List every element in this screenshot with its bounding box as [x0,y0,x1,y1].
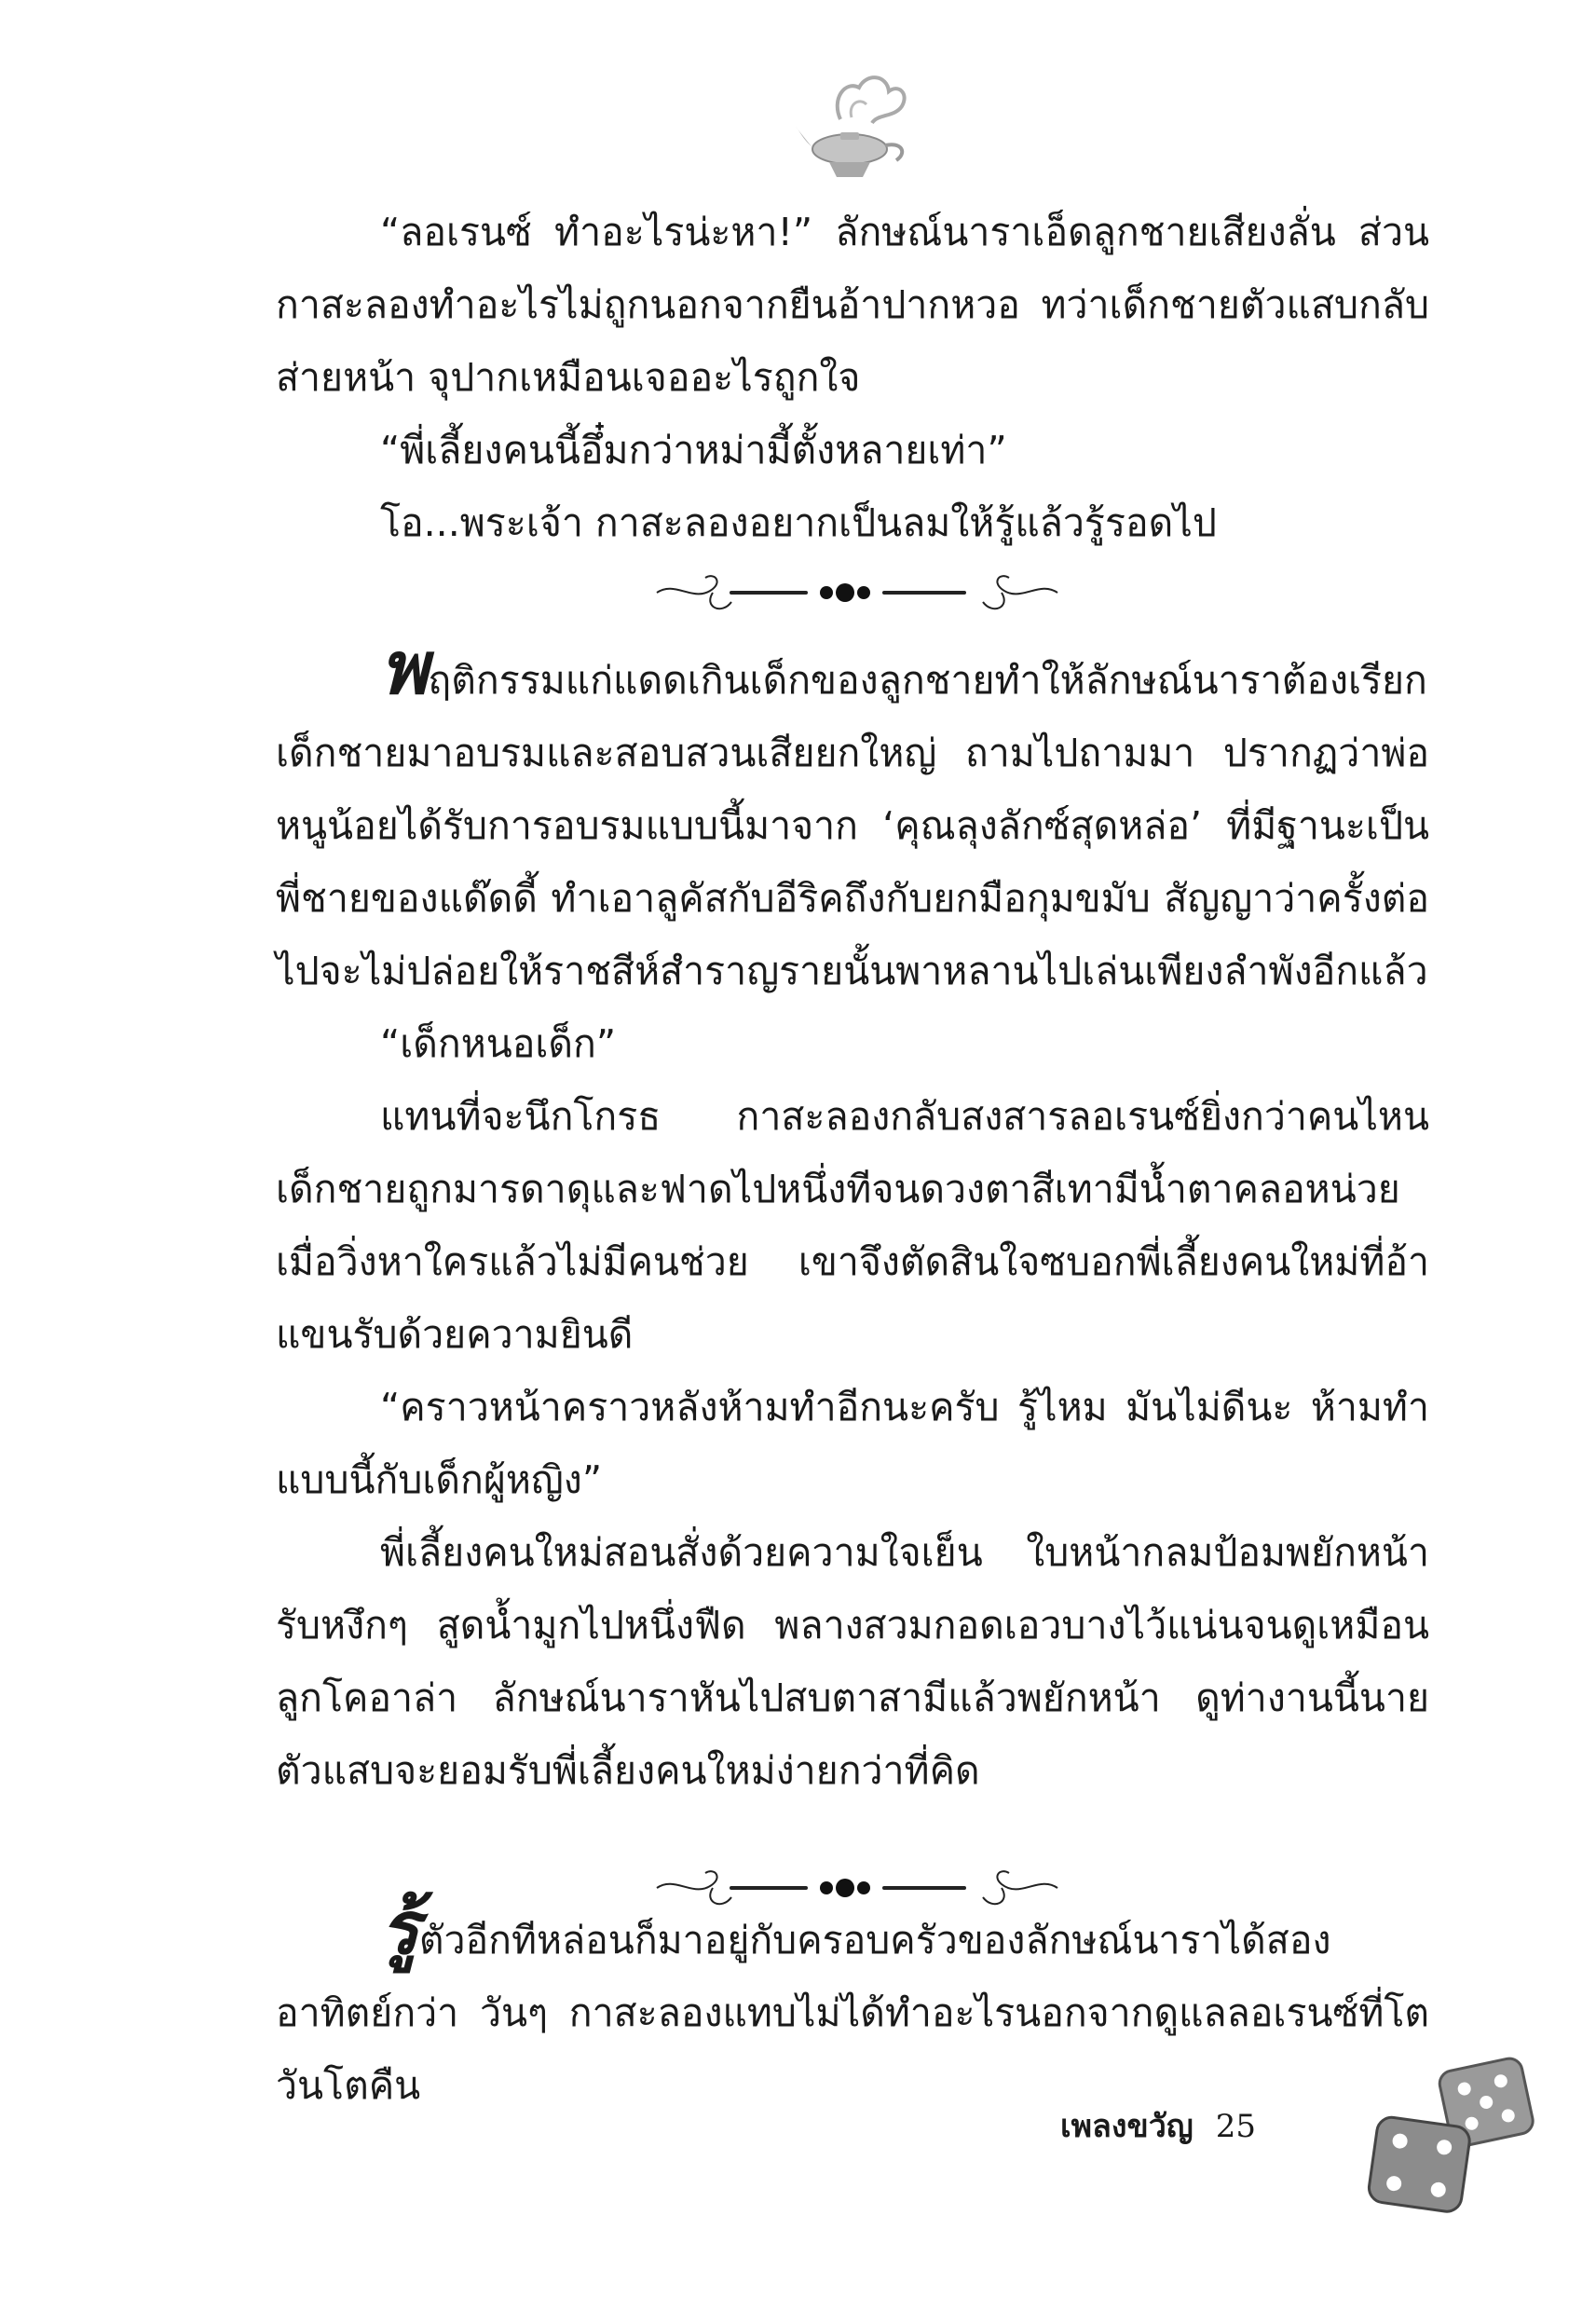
paragraph: โอ...พระเจ้า กาสะลองอยากเป็นลมให้รู้แล้วรู้รอดไป [380,500,1217,545]
text-block-top [276,196,1429,559]
page-number: 25 [1215,2108,1257,2145]
dice-icon [1356,2045,1542,2222]
drop-cap: พ [380,626,429,711]
ornament-divider-icon [648,567,1067,619]
paragraph-dropcap [276,1886,1429,2122]
paragraph-text: ตัวอีกทีหล่อนก็มาอยู่กับครอบครัวของลักษณ์นาราได้สองอาทิตย์กว่า วันๆ กาสะลองแทบไม่ได้ทำอะไรนอกจากดูแลลอเรนซ์ที่โตวันโตคืน [276,1918,1429,2108]
paragraph: พี่เลี้ยงคนใหม่สอนสั่งด้วยความใจเย็น ใบหน้ากลมป้อมพยักหน้ารับหงึกๆ สูดน้ำมูกไปหนึ่งฟืด พลางสวมกอดเอวบางไว้แน่นจนดูเหมือนลูกโคอาล่า ลักษณ์นาราหันไปสบตาสามีแล้วพยักหน้า ดูท่างานนี้นายตัวแสบจะยอมรับพี่เลี้ยงคนใหม่ง่ายกว่าที่คิด [276,1530,1429,1793]
page-footer [1060,2108,1256,2145]
paragraph-dropcap [276,626,1429,1007]
magic-lamp-icon [794,62,915,192]
paragraph: “ลอเรนซ์ ทำอะไรน่ะหา!” ลักษณ์นาราเอ็ดลูกชายเสียงลั่น ส่วนกาสะลองทำอะไรไม่ถูกนอกจากยืนอ้าปากหวอ ทว่าเด็กชายตัวแสบกลับส่ายหน้า จุปากเหมือนเจออะไรถูกใจ [276,210,1429,400]
book-title: เพลงขวัญ [1060,2108,1194,2145]
drop-cap: รู้ [380,1886,419,1971]
text-block-bottom [276,1886,1429,2122]
paragraph: “พี่เลี้ยงคนนี้อึ๋มกว่าหม่ามี้ตั้งหลายเท่า” [380,428,1007,472]
paragraph: “คราวหน้าคราวหลังห้ามทำอีกนะครับ รู้ไหม มันไม่ดีนะ ห้ามทำแบบนี้กับเด็กผู้หญิง” [276,1385,1429,1502]
text-block-middle [276,626,1429,1807]
paragraph: “เด็กหนอเด็ก” [380,1021,617,1066]
paragraph-text: ฤติกรรมแก่แดดเกินเด็กของลูกชายทำให้ลักษณ์นาราต้องเรียกเด็กชายมาอบรมและสอบสวนเสียยกใหญ่ ถามไปถามมา ปรากฏว่าพ่อหนูน้อยได้รับการอบรมแบบนี้มาจาก ‘คุณลุงลักซ์สุดหล่อ’ ที่มีฐานะเป็นพี่ชายของแด๊ดดี้ ทำเอาลูคัสกับอีริคถึงกับยกมือกุมขมับ สัญญาว่าครั้งต่อไปจะไม่ปล่อยให้ราชสีห์สำราญรายนั้นพาหลานไปเล่นเพียงลำพังอีกแล้ว [276,658,1429,993]
paragraph: แทนที่จะนึกโกรธ กาสะลองกลับสงสารลอเรนซ์ยิ่งกว่าคนไหน เด็กชายถูกมารดาดุและฟาดไปหนึ่งทีจนดวงตาสีเทามีน้ำตาคลอหน่วย เมื่อวิ่งหาใครแล้วไม่มีคนช่วย เขาจึงตัดสินใจซบอกพี่เลี้ยงคนใหม่ที่อ้าแขนรับด้วยความยินดี [276,1094,1429,1357]
